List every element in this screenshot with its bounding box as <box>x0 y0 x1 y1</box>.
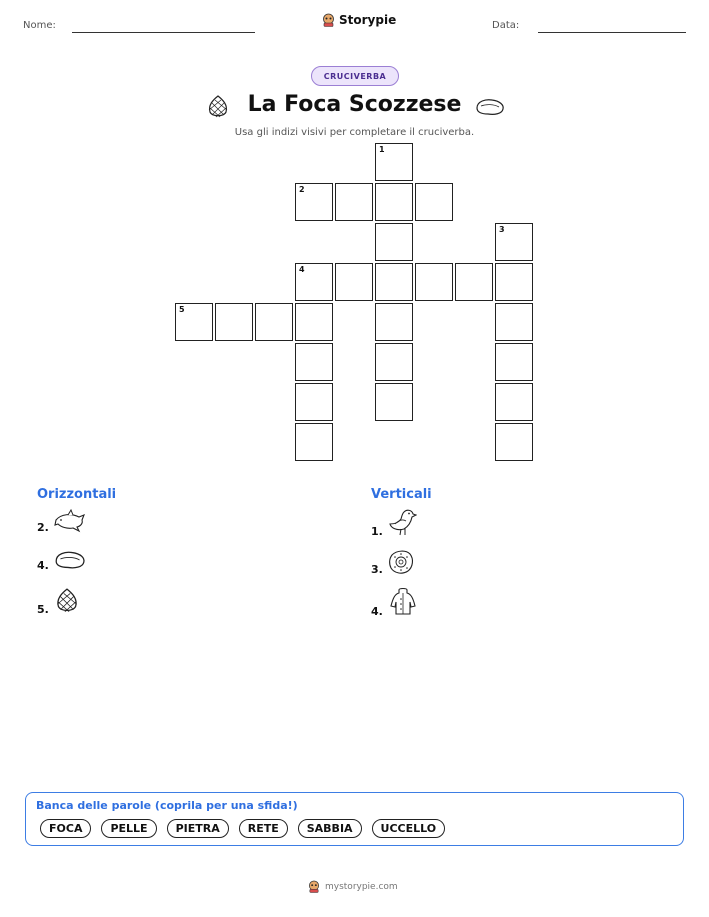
down-clue-4 <box>371 586 419 618</box>
crossword-cell[interactable] <box>295 343 333 381</box>
category-badge: CRUCIVERBA <box>311 66 399 86</box>
word-chip: PIETRA <box>167 819 229 838</box>
cell-number: 1 <box>379 145 385 154</box>
storypie-mascot-icon <box>322 13 335 27</box>
page-title: La Foca Scozzese <box>247 92 462 117</box>
clue-number: 5. <box>37 603 49 616</box>
name-line <box>72 32 255 33</box>
crossword-cell[interactable] <box>255 303 293 341</box>
word-chip: PELLE <box>101 819 156 838</box>
clue-number: 4. <box>37 559 49 572</box>
crossword-cell[interactable] <box>375 343 413 381</box>
word-chip: UCCELLO <box>372 819 446 838</box>
clue-number: 1. <box>371 525 383 538</box>
word-chip: SABBIA <box>298 819 362 838</box>
dolphin-icon <box>53 508 87 534</box>
coat-icon <box>387 586 419 618</box>
crossword-cell[interactable] <box>335 263 373 301</box>
cell-number: 4 <box>299 265 305 274</box>
clue-number: 4. <box>371 605 383 618</box>
crossword-cell[interactable] <box>495 383 533 421</box>
net-icon <box>53 586 81 616</box>
storypie-mascot-icon <box>308 880 320 893</box>
bird-icon <box>387 506 417 538</box>
down-clue-3 <box>371 548 415 576</box>
crossword-cell[interactable] <box>375 223 413 261</box>
crossword-cell[interactable] <box>495 343 533 381</box>
crossword-cell[interactable] <box>375 143 413 181</box>
clue-number: 3. <box>371 563 383 576</box>
stone-icon <box>474 96 506 118</box>
instructions: Usa gli indizi visivi per completare il cruciverba. <box>234 127 475 138</box>
cell-number: 2 <box>299 185 305 194</box>
crossword-cell[interactable] <box>375 303 413 341</box>
crossword-cell[interactable] <box>455 263 493 301</box>
cell-number: 3 <box>499 225 505 234</box>
crossword-cell[interactable] <box>415 263 453 301</box>
date-line <box>538 32 686 33</box>
word-bank-chips <box>40 819 445 838</box>
stone-icon <box>53 548 87 572</box>
crossword-cell[interactable] <box>495 263 533 301</box>
brand-logo <box>322 13 396 27</box>
crossword-cell[interactable] <box>295 263 333 301</box>
cell-number: 5 <box>179 305 185 314</box>
crossword-cell[interactable] <box>215 303 253 341</box>
crossword-cell[interactable] <box>175 303 213 341</box>
down-heading: Verticali <box>371 487 432 502</box>
across-clue-5 <box>37 586 81 616</box>
crossword-cell[interactable] <box>415 183 453 221</box>
brand-name: Storypie <box>339 13 397 27</box>
footer-url: mystorypie.com <box>325 881 398 892</box>
word-chip: RETE <box>239 819 288 838</box>
date-label: Data: <box>492 20 520 31</box>
crossword-cell[interactable] <box>335 183 373 221</box>
crossword-cell[interactable] <box>295 383 333 421</box>
crossword-cell[interactable] <box>295 423 333 461</box>
crossword-cell[interactable] <box>495 303 533 341</box>
name-label: Nome: <box>23 20 56 31</box>
crossword-cell[interactable] <box>495 423 533 461</box>
word-bank <box>25 792 684 846</box>
crossword-cell[interactable] <box>375 263 413 301</box>
crossword-cell[interactable] <box>295 183 333 221</box>
across-clue-4 <box>37 548 87 572</box>
crossword-cell[interactable] <box>295 303 333 341</box>
crossword-cell[interactable] <box>375 183 413 221</box>
footer <box>308 880 398 893</box>
word-chip: FOCA <box>40 819 91 838</box>
down-clue-1 <box>371 506 417 538</box>
clue-number: 2. <box>37 521 49 534</box>
across-clue-2 <box>37 508 87 534</box>
crossword-cell[interactable] <box>495 223 533 261</box>
across-heading: Orizzontali <box>37 487 117 502</box>
word-bank-title: Banca delle parole (coprila per una sfida!) <box>36 799 298 812</box>
sand-icon <box>387 548 415 576</box>
crossword-cell[interactable] <box>375 383 413 421</box>
